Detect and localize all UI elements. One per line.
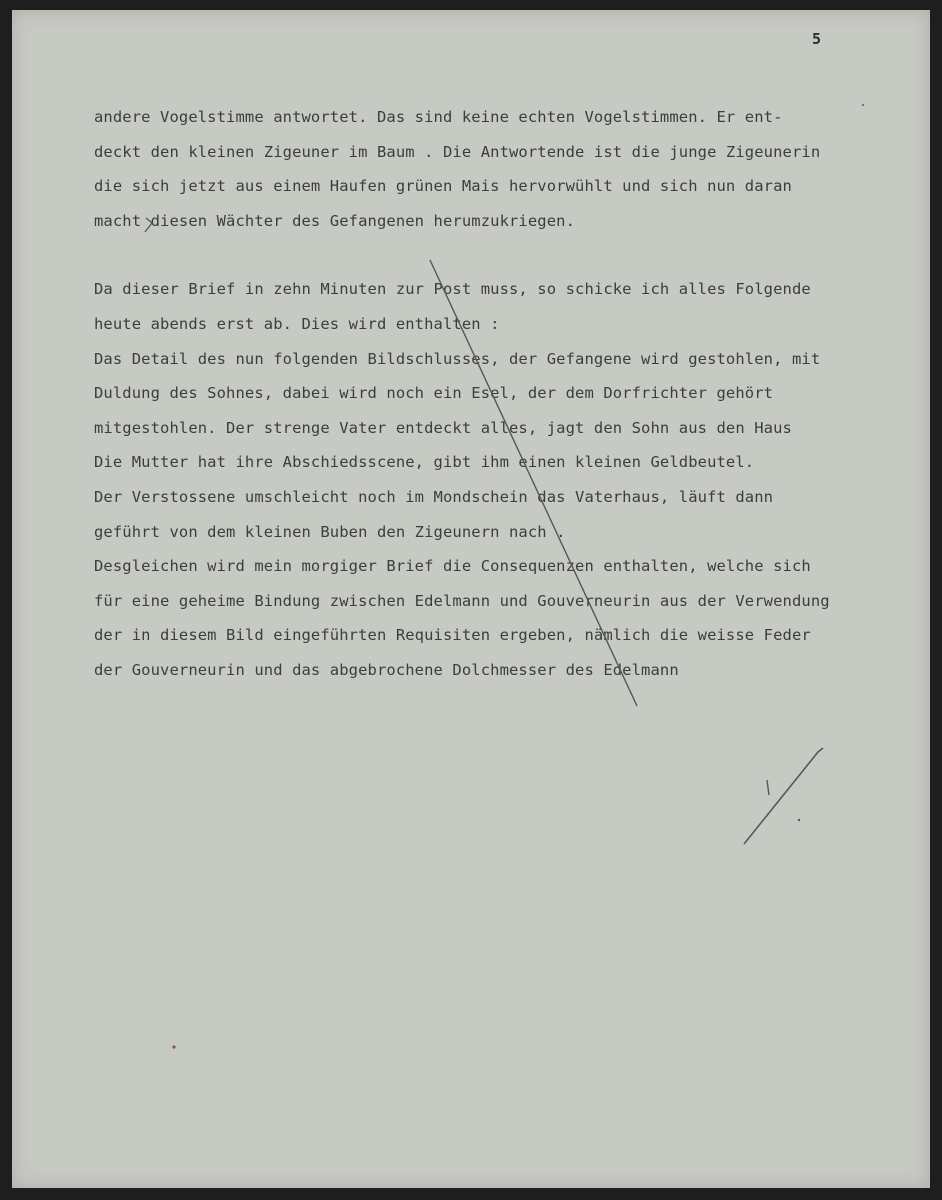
pencil-marks [12, 10, 930, 1188]
text-line: Desgleichen wird mein morgiger Brief die Consequenzen enthalten, welche sich [94, 557, 811, 576]
text-line: mitgestohlen. Der strenge Vater entdeckt alles, jagt den Sohn aus den Haus [94, 418, 792, 437]
insertion-mark [145, 218, 152, 232]
ink-spot [172, 1045, 175, 1048]
text-line: der Gouverneurin und das abgebrochene Dolchmesser des Edelmann [94, 660, 679, 679]
pencil-dot [798, 819, 800, 821]
text-line: Da dieser Brief in zehn Minuten zur Post muss, so schicke ich alles Folgende [94, 280, 811, 299]
checkmark-stroke [744, 748, 823, 844]
document-page [12, 10, 930, 1188]
text-line: die sich jetzt aus einem Haufen grünen Mais hervorwühlt und sich nun daran [94, 177, 792, 196]
text-line: Der Verstossene umschleicht noch im Mondschein das Vaterhaus, läuft dann [94, 487, 774, 506]
text-line: Das Detail des nun folgenden Bildschlusses, der Gefangene wird gestohlen, mit [94, 349, 821, 368]
text-line: heute abends erst ab. Dies wird enthalten : [94, 314, 500, 333]
text-line: der in diesem Bild eingeführten Requisiten ergeben, nämlich die weisse Feder [94, 626, 811, 645]
text-line: deckt den kleinen Zigeuner im Baum . Die Antwortende ist die junge Zigeunerin [94, 142, 821, 161]
text-line: Die Mutter hat ihre Abschiedsscene, gibt ihm einen kleinen Geldbeutel. [94, 453, 755, 472]
diagonal-strike-line [430, 260, 637, 706]
pencil-dot [862, 104, 864, 106]
text-line: für eine geheime Bindung zwischen Edelmann und Gouverneurin aus der Verwendung [94, 591, 830, 610]
text-line: Duldung des Sohnes, dabei wird noch ein Esel, der dem Dorfrichter gehört [94, 384, 774, 403]
checkmark-tick [767, 780, 769, 795]
text-line: macht diesen Wächter des Gefangenen herumzukriegen. [94, 211, 576, 230]
text-line: geführt von dem kleinen Buben den Zigeunern nach . [94, 522, 566, 541]
text-line: andere Vogelstimme antwortet. Das sind keine echten Vogelstimmen. Er ent- [94, 108, 783, 126]
page-number: 5 [812, 30, 822, 48]
